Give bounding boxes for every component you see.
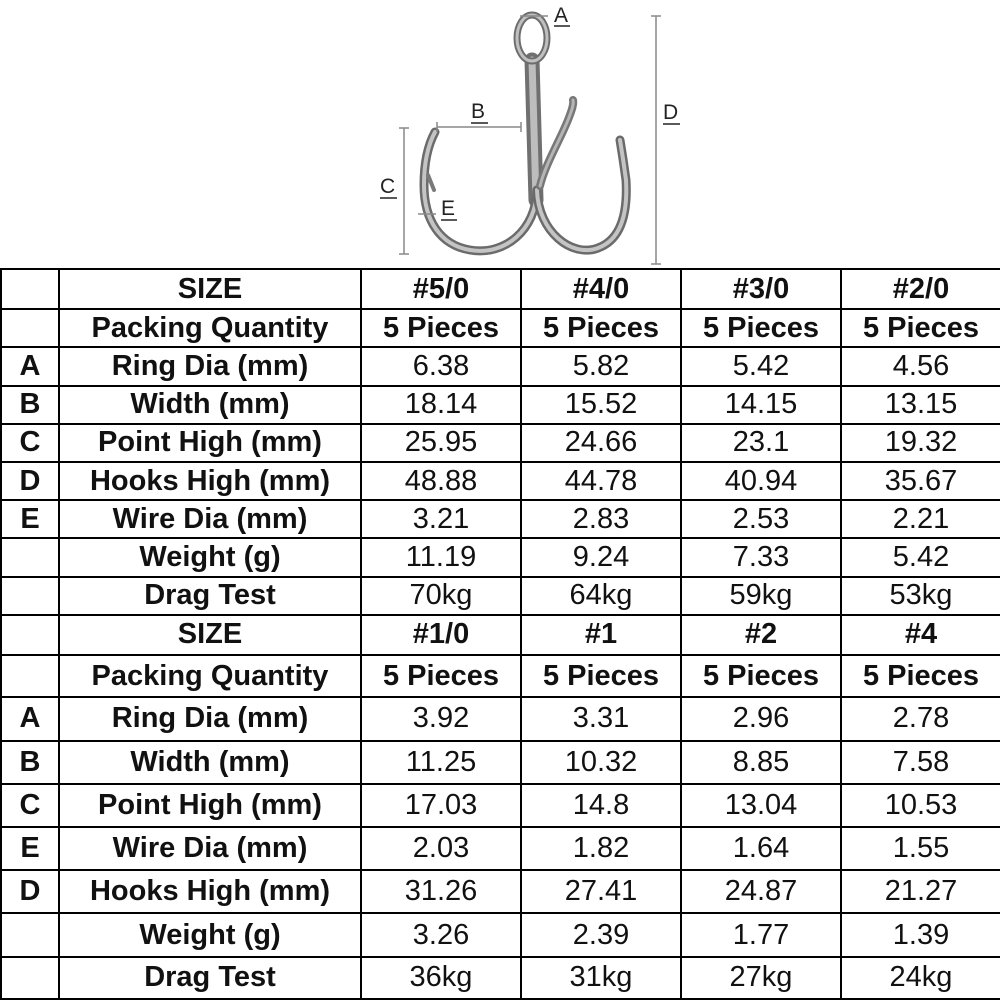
dimension-letter [1, 538, 59, 576]
value-cell: 17.03 [361, 784, 521, 827]
value-cell: 5.42 [681, 347, 841, 385]
row-label: Width (mm) [59, 386, 361, 424]
size-header: #3/0 [681, 269, 841, 309]
table-row [1, 462, 1000, 500]
value-cell: 3.26 [361, 913, 521, 956]
value-cell: 1.77 [681, 913, 841, 956]
table-row [1, 500, 1000, 538]
value-cell: 19.32 [841, 424, 1000, 462]
label-e: E [441, 197, 456, 220]
value-cell: 1.55 [841, 827, 1000, 870]
value-cell: 64kg [521, 577, 681, 615]
table-row [1, 957, 1000, 999]
table-row [1, 538, 1000, 576]
value-cell: 24.87 [681, 870, 841, 913]
value-cell: 31.26 [361, 870, 521, 913]
value-cell: 14.15 [681, 386, 841, 424]
row-label: Packing Quantity [59, 309, 361, 347]
value-cell: 2.03 [361, 827, 521, 870]
row-label: Point High (mm) [59, 424, 361, 462]
value-cell: 10.32 [521, 741, 681, 784]
label-c: C [380, 175, 396, 198]
size-header: #4/0 [521, 269, 681, 309]
dimension-letter [1, 913, 59, 956]
specification-table [0, 268, 1000, 1000]
dimension-letter: C [1, 784, 59, 827]
table-row [1, 784, 1000, 827]
value-cell: 40.94 [681, 462, 841, 500]
dimension-letter: A [1, 347, 59, 385]
letter-cell [1, 269, 59, 309]
dimension-letter: E [1, 827, 59, 870]
dimension-letter [1, 655, 59, 697]
value-cell: 9.24 [521, 538, 681, 576]
value-cell: 3.92 [361, 697, 521, 740]
value-cell: 13.15 [841, 386, 1000, 424]
value-cell: 8.85 [681, 741, 841, 784]
size-header: #5/0 [361, 269, 521, 309]
size-label: SIZE [59, 615, 361, 655]
size-header-row [1, 269, 1000, 309]
row-label: Ring Dia (mm) [59, 697, 361, 740]
row-label: Drag Test [59, 577, 361, 615]
dimension-letter [1, 309, 59, 347]
row-label: Packing Quantity [59, 655, 361, 697]
size-header: #2 [681, 615, 841, 655]
value-cell: 1.82 [521, 827, 681, 870]
table-row [1, 655, 1000, 697]
value-cell: 10.53 [841, 784, 1000, 827]
value-cell: 36kg [361, 957, 521, 999]
value-cell: 53kg [841, 577, 1000, 615]
value-cell: 5 Pieces [521, 309, 681, 347]
value-cell: 5 Pieces [681, 655, 841, 697]
value-cell: 1.39 [841, 913, 1000, 956]
value-cell: 2.21 [841, 500, 1000, 538]
table-row [1, 386, 1000, 424]
size-header: #1/0 [361, 615, 521, 655]
label-a: A [554, 4, 569, 27]
row-label: Weight (g) [59, 913, 361, 956]
size-header: #4 [841, 615, 1000, 655]
table-row [1, 577, 1000, 615]
row-label: Ring Dia (mm) [59, 347, 361, 385]
value-cell: 24.66 [521, 424, 681, 462]
row-label: Wire Dia (mm) [59, 827, 361, 870]
value-cell: 11.19 [361, 538, 521, 576]
value-cell: 5 Pieces [361, 309, 521, 347]
value-cell: 23.1 [681, 424, 841, 462]
row-label: Drag Test [59, 957, 361, 999]
value-cell: 4.56 [841, 347, 1000, 385]
value-cell: 2.83 [521, 500, 681, 538]
table-row [1, 697, 1000, 740]
value-cell: 7.58 [841, 741, 1000, 784]
value-cell: 48.88 [361, 462, 521, 500]
value-cell: 27.41 [521, 870, 681, 913]
letter-cell [1, 615, 59, 655]
value-cell: 7.33 [681, 538, 841, 576]
size-header: #1 [521, 615, 681, 655]
label-d: D [663, 101, 679, 124]
value-cell: 14.8 [521, 784, 681, 827]
row-label: Hooks High (mm) [59, 462, 361, 500]
value-cell: 3.31 [521, 697, 681, 740]
value-cell: 70kg [361, 577, 521, 615]
dimension-letter: B [1, 741, 59, 784]
label-b: B [471, 100, 486, 123]
row-label: Point High (mm) [59, 784, 361, 827]
table-row [1, 913, 1000, 956]
row-label: Wire Dia (mm) [59, 500, 361, 538]
value-cell: 21.27 [841, 870, 1000, 913]
dimension-letter: E [1, 500, 59, 538]
table-row [1, 827, 1000, 870]
value-cell: 5.42 [841, 538, 1000, 576]
value-cell: 24kg [841, 957, 1000, 999]
value-cell: 6.38 [361, 347, 521, 385]
value-cell: 25.95 [361, 424, 521, 462]
table-row [1, 347, 1000, 385]
table-row [1, 870, 1000, 913]
value-cell: 5 Pieces [361, 655, 521, 697]
row-label: Width (mm) [59, 741, 361, 784]
value-cell: 18.14 [361, 386, 521, 424]
value-cell: 2.39 [521, 913, 681, 956]
row-label: Hooks High (mm) [59, 870, 361, 913]
value-cell: 5 Pieces [841, 655, 1000, 697]
value-cell: 59kg [681, 577, 841, 615]
table-row [1, 741, 1000, 784]
dimension-letter: A [1, 697, 59, 740]
size-label: SIZE [59, 269, 361, 309]
value-cell: 15.52 [521, 386, 681, 424]
value-cell: 1.64 [681, 827, 841, 870]
dimension-letter: D [1, 462, 59, 500]
table-row [1, 309, 1000, 347]
value-cell: 3.21 [361, 500, 521, 538]
row-label: Weight (g) [59, 538, 361, 576]
value-cell: 2.78 [841, 697, 1000, 740]
value-cell: 44.78 [521, 462, 681, 500]
value-cell: 5.82 [521, 347, 681, 385]
value-cell: 35.67 [841, 462, 1000, 500]
size-header-row [1, 615, 1000, 655]
dimension-letter: B [1, 386, 59, 424]
value-cell: 27kg [681, 957, 841, 999]
dimension-letter [1, 957, 59, 999]
value-cell: 13.04 [681, 784, 841, 827]
value-cell: 2.96 [681, 697, 841, 740]
dimension-letter [1, 577, 59, 615]
dimension-letter: C [1, 424, 59, 462]
size-header: #2/0 [841, 269, 1000, 309]
dimension-letter: D [1, 870, 59, 913]
value-cell: 31kg [521, 957, 681, 999]
value-cell: 11.25 [361, 741, 521, 784]
value-cell: 2.53 [681, 500, 841, 538]
value-cell: 5 Pieces [841, 309, 1000, 347]
table-row [1, 424, 1000, 462]
value-cell: 5 Pieces [681, 309, 841, 347]
value-cell: 5 Pieces [521, 655, 681, 697]
treble-hook-diagram [0, 0, 1000, 268]
